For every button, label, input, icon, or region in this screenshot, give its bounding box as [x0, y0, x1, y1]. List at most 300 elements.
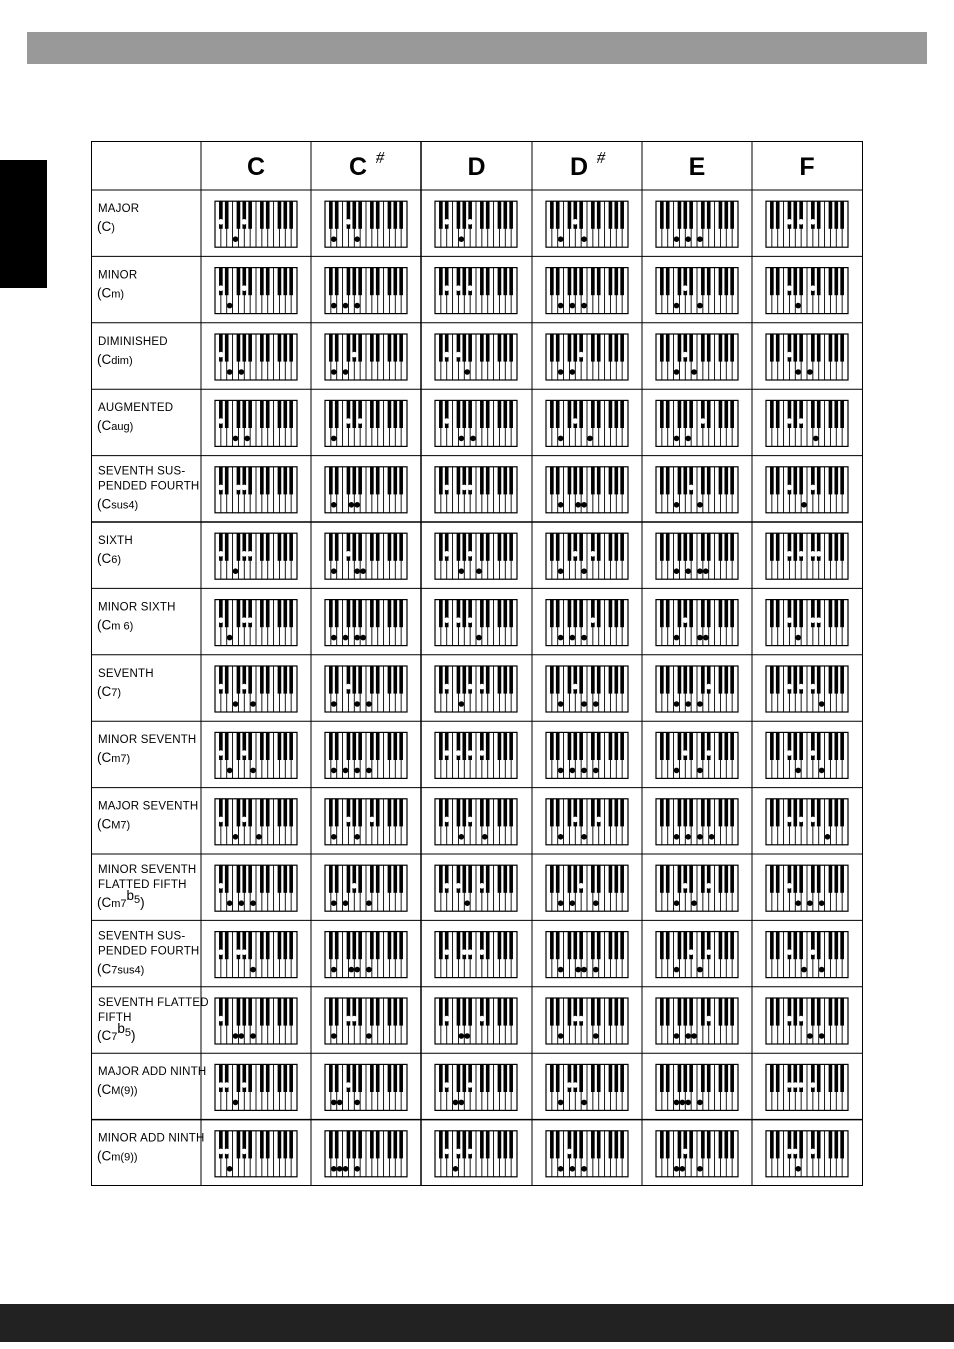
keyboard-r4-c4 — [656, 467, 738, 513]
black-key — [573, 666, 577, 694]
black-key — [724, 600, 728, 628]
note-dot — [241, 817, 247, 823]
black-key — [556, 799, 560, 827]
note-dot — [250, 701, 256, 707]
black-key — [620, 268, 624, 296]
black-key — [260, 932, 264, 960]
note-dot — [218, 551, 224, 557]
black-key — [689, 666, 693, 694]
black-key — [689, 467, 693, 495]
keyboard-r14-c5 — [766, 1131, 848, 1177]
black-key — [591, 1131, 595, 1159]
black-key — [568, 533, 572, 561]
black-key — [399, 932, 403, 960]
black-key — [776, 932, 780, 960]
black-key — [278, 268, 282, 296]
black-key — [829, 666, 833, 694]
black-key — [597, 932, 601, 960]
black-key — [701, 467, 705, 495]
keyboard-r14-c3 — [546, 1131, 628, 1177]
black-key — [597, 600, 601, 628]
black-key — [219, 998, 223, 1026]
note-dot — [224, 1082, 230, 1088]
black-key — [817, 600, 821, 628]
black-key — [579, 732, 583, 760]
black-key — [788, 201, 792, 229]
note-dot — [459, 436, 465, 442]
note-dot — [567, 1082, 573, 1088]
black-key — [388, 600, 392, 628]
note-dot — [354, 236, 360, 242]
black-key — [568, 932, 572, 960]
note-dot — [688, 485, 694, 491]
black-key — [678, 201, 682, 229]
black-key — [579, 998, 583, 1026]
black-key — [399, 799, 403, 827]
black-key — [770, 932, 774, 960]
black-key — [509, 1131, 513, 1159]
black-key — [788, 1064, 792, 1092]
black-key — [335, 666, 339, 694]
black-key — [329, 1064, 333, 1092]
keyboard-r13-c2 — [435, 1064, 517, 1110]
black-key — [278, 998, 282, 1026]
note-dot — [570, 768, 576, 774]
note-dot — [697, 635, 703, 641]
note-dot — [572, 1016, 578, 1022]
black-key — [707, 600, 711, 628]
note-dot — [587, 436, 593, 442]
black-key — [719, 334, 723, 362]
black-key — [439, 1064, 443, 1092]
note-dot — [703, 635, 709, 641]
black-key — [770, 1131, 774, 1159]
note-dot — [343, 303, 349, 309]
note-dot — [218, 418, 224, 424]
black-key — [260, 1131, 264, 1159]
chord-name-7: SEVENTH — [98, 667, 154, 680]
black-key — [620, 334, 624, 362]
note-dot — [343, 635, 349, 641]
note-dot — [674, 834, 680, 840]
black-key — [609, 1064, 613, 1092]
note-dot — [479, 684, 485, 690]
black-key — [550, 865, 554, 893]
black-key — [730, 1064, 734, 1092]
black-key — [683, 334, 687, 362]
black-key — [439, 201, 443, 229]
note-dot — [593, 900, 599, 906]
note-dot — [346, 1016, 352, 1022]
black-key — [480, 467, 484, 495]
black-key — [399, 268, 403, 296]
note-dot — [570, 900, 576, 906]
black-key — [457, 600, 461, 628]
black-key — [509, 998, 513, 1026]
black-key — [799, 932, 803, 960]
note-dot — [810, 485, 816, 491]
note-dot — [697, 1100, 703, 1106]
note-dot — [218, 219, 224, 225]
black-key — [788, 467, 792, 495]
black-key — [370, 268, 374, 296]
black-key — [358, 932, 362, 960]
note-dot — [706, 1016, 712, 1022]
black-key — [550, 201, 554, 229]
keyboard-r5-c4 — [656, 533, 738, 579]
note-dot — [464, 900, 470, 906]
black-key — [799, 533, 803, 561]
black-key — [399, 865, 403, 893]
black-key — [393, 1064, 397, 1092]
black-key — [393, 1131, 397, 1159]
black-key — [480, 201, 484, 229]
black-key — [660, 533, 664, 561]
note-dot — [218, 617, 224, 623]
keyboard-r9-c0 — [215, 799, 297, 845]
black-key — [289, 334, 293, 362]
black-key — [597, 732, 601, 760]
chord-name-10: FLATTED FIFTH — [98, 879, 187, 891]
black-key — [609, 400, 613, 428]
black-key — [573, 1131, 577, 1159]
black-key — [788, 865, 792, 893]
note-dot — [479, 949, 485, 955]
note-dot — [682, 285, 688, 291]
note-dot — [706, 750, 712, 756]
black-key — [509, 799, 513, 827]
black-key — [707, 1131, 711, 1159]
note-dot — [239, 900, 245, 906]
note-dot — [787, 1082, 793, 1088]
black-key — [799, 400, 803, 428]
black-key — [399, 201, 403, 229]
black-key — [468, 1064, 472, 1092]
keyboard-r10-c2 — [435, 865, 517, 911]
note-dot — [456, 1149, 462, 1155]
black-key — [730, 533, 734, 561]
black-key — [666, 201, 670, 229]
note-dot — [337, 1100, 343, 1106]
black-key — [719, 533, 723, 561]
keyboard-r12-c1 — [325, 998, 407, 1044]
black-key — [498, 932, 502, 960]
black-key — [660, 799, 664, 827]
black-key — [550, 268, 554, 296]
note-dot — [369, 817, 375, 823]
key-accidental-3: # — [596, 148, 606, 167]
keyboard-r0-c3 — [546, 201, 628, 247]
black-key — [278, 666, 282, 694]
black-key — [248, 334, 252, 362]
note-dot — [572, 418, 578, 424]
note-dot — [233, 834, 239, 840]
black-key — [811, 201, 815, 229]
keyboard-r3-c4 — [656, 400, 738, 446]
chord-symbol-10: $(Cm7b_5)$ — [97, 888, 145, 910]
note-dot — [218, 817, 224, 823]
black-key — [335, 268, 339, 296]
black-key — [480, 334, 484, 362]
black-key — [701, 533, 705, 561]
black-key — [834, 666, 838, 694]
black-key — [347, 799, 351, 827]
black-key — [370, 932, 374, 960]
keyboard-r4-c2 — [435, 467, 517, 513]
black-key — [225, 932, 229, 960]
black-key — [678, 467, 682, 495]
black-key — [225, 732, 229, 760]
black-key — [683, 998, 687, 1026]
black-key — [834, 865, 838, 893]
black-key — [376, 666, 380, 694]
note-dot — [331, 502, 337, 508]
note-dot — [575, 502, 581, 508]
note-dot — [697, 236, 703, 242]
note-dot — [354, 768, 360, 774]
note-dot — [459, 236, 465, 242]
black-key — [719, 600, 723, 628]
chord-name-6: MINOR SIXTH — [98, 601, 176, 614]
note-dot — [476, 568, 482, 574]
black-key — [283, 400, 287, 428]
note-dot — [572, 1082, 578, 1088]
note-dot — [558, 834, 564, 840]
black-key — [352, 334, 356, 362]
black-key — [266, 666, 270, 694]
black-key — [237, 998, 241, 1026]
black-key — [724, 932, 728, 960]
note-dot — [558, 900, 564, 906]
black-key — [335, 400, 339, 428]
black-key — [793, 201, 797, 229]
black-key — [701, 1131, 705, 1159]
note-dot — [706, 883, 712, 889]
note-dot — [360, 568, 366, 574]
black-key — [462, 732, 466, 760]
black-key — [329, 732, 333, 760]
note-dot — [581, 236, 587, 242]
chord-name-12: SEVENTH FLATTED — [98, 996, 209, 1009]
black-key — [335, 600, 339, 628]
black-key — [573, 998, 577, 1026]
black-key — [597, 799, 601, 827]
header-bar — [27, 32, 927, 64]
note-dot — [798, 684, 804, 690]
black-key — [486, 1064, 490, 1092]
note-dot — [464, 369, 470, 375]
note-dot — [241, 485, 247, 491]
black-key — [278, 600, 282, 628]
black-key — [468, 268, 472, 296]
black-key — [498, 268, 502, 296]
black-key — [678, 600, 682, 628]
note-dot — [807, 369, 813, 375]
black-key — [730, 666, 734, 694]
black-key — [260, 865, 264, 893]
note-dot — [810, 1149, 816, 1155]
black-key — [260, 467, 264, 495]
black-key — [660, 1064, 664, 1092]
black-key — [468, 600, 472, 628]
black-key — [376, 600, 380, 628]
black-key — [620, 467, 624, 495]
black-key — [614, 1064, 618, 1092]
black-key — [793, 865, 797, 893]
black-key — [811, 799, 815, 827]
black-key — [579, 400, 583, 428]
black-key — [352, 932, 356, 960]
note-dot — [479, 883, 485, 889]
black-key — [486, 600, 490, 628]
note-dot — [697, 701, 703, 707]
black-key — [678, 1064, 682, 1092]
note-dot — [570, 1166, 576, 1172]
note-dot — [354, 502, 360, 508]
black-key — [556, 201, 560, 229]
note-dot — [227, 303, 233, 309]
black-key — [468, 998, 472, 1026]
black-key — [376, 998, 380, 1026]
black-key — [370, 600, 374, 628]
note-dot — [343, 900, 349, 906]
black-key — [660, 334, 664, 362]
black-key — [701, 334, 705, 362]
black-key — [609, 334, 613, 362]
note-dot — [795, 900, 801, 906]
note-dot — [218, 352, 224, 358]
black-key — [609, 732, 613, 760]
black-key — [266, 865, 270, 893]
black-key — [556, 334, 560, 362]
keyboard-r6-c3 — [546, 600, 628, 646]
key-header-0: C — [246, 153, 266, 181]
black-key — [730, 400, 734, 428]
black-key — [503, 732, 507, 760]
note-dot — [787, 352, 793, 358]
note-dot — [331, 967, 337, 973]
black-key — [666, 400, 670, 428]
black-key — [799, 799, 803, 827]
black-key — [248, 666, 252, 694]
note-dot — [236, 485, 242, 491]
black-key — [614, 400, 618, 428]
note-dot — [331, 900, 337, 906]
black-key — [817, 998, 821, 1026]
chord-name-12: FIFTH — [98, 1011, 132, 1024]
black-key — [556, 268, 560, 296]
note-dot — [218, 684, 224, 690]
black-key — [597, 865, 601, 893]
note-dot — [239, 369, 245, 375]
note-dot — [572, 219, 578, 225]
black-key — [393, 932, 397, 960]
note-dot — [691, 1033, 697, 1039]
black-key — [503, 201, 507, 229]
black-key — [457, 799, 461, 827]
note-dot — [682, 1149, 688, 1155]
black-key — [329, 400, 333, 428]
note-dot — [787, 1149, 793, 1155]
black-key — [817, 932, 821, 960]
note-dot — [682, 617, 688, 623]
black-key — [811, 666, 815, 694]
note-dot — [558, 967, 564, 973]
chord-symbol-13: (CM(9)) — [97, 1082, 138, 1098]
note-dot — [467, 551, 473, 557]
black-key — [840, 1131, 844, 1159]
black-key — [498, 201, 502, 229]
black-key — [225, 467, 229, 495]
black-key — [724, 799, 728, 827]
black-key — [597, 1131, 601, 1159]
black-key — [568, 1064, 572, 1092]
keyboard-r11-c1 — [325, 932, 407, 978]
black-key — [347, 1131, 351, 1159]
black-key — [660, 467, 664, 495]
note-dot — [467, 617, 473, 623]
black-key — [393, 533, 397, 561]
black-key — [579, 467, 583, 495]
black-key — [358, 201, 362, 229]
black-key — [683, 799, 687, 827]
black-key — [770, 998, 774, 1026]
keyboard-r11-c5 — [766, 932, 848, 978]
black-key — [579, 666, 583, 694]
note-dot — [816, 551, 822, 557]
black-key — [219, 400, 223, 428]
keyboard-r11-c3 — [546, 932, 628, 978]
black-key — [609, 467, 613, 495]
black-key — [614, 666, 618, 694]
black-key — [799, 268, 803, 296]
black-key — [793, 1064, 797, 1092]
black-key — [556, 732, 560, 760]
keyboard-r11-c2 — [435, 932, 517, 978]
black-key — [591, 865, 595, 893]
black-key — [486, 201, 490, 229]
keyboard-r1-c3 — [546, 268, 628, 314]
note-dot — [810, 617, 816, 623]
black-key — [811, 998, 815, 1026]
black-key — [689, 998, 693, 1026]
keyboard-r9-c5 — [766, 799, 848, 845]
black-key — [335, 201, 339, 229]
note-dot — [467, 219, 473, 225]
black-key — [358, 1064, 362, 1092]
note-dot — [596, 817, 602, 823]
black-key — [219, 799, 223, 827]
black-key — [370, 732, 374, 760]
black-key — [289, 1131, 293, 1159]
black-key — [289, 533, 293, 561]
black-key — [689, 1131, 693, 1159]
black-key — [509, 1064, 513, 1092]
note-dot — [331, 1166, 337, 1172]
black-key — [329, 865, 333, 893]
black-key — [289, 400, 293, 428]
black-key — [817, 334, 821, 362]
black-key — [817, 268, 821, 296]
black-key — [840, 732, 844, 760]
black-key — [503, 799, 507, 827]
black-key — [834, 732, 838, 760]
black-key — [335, 334, 339, 362]
black-key — [352, 467, 356, 495]
black-key — [248, 400, 252, 428]
black-key — [620, 1064, 624, 1092]
black-key — [393, 467, 397, 495]
